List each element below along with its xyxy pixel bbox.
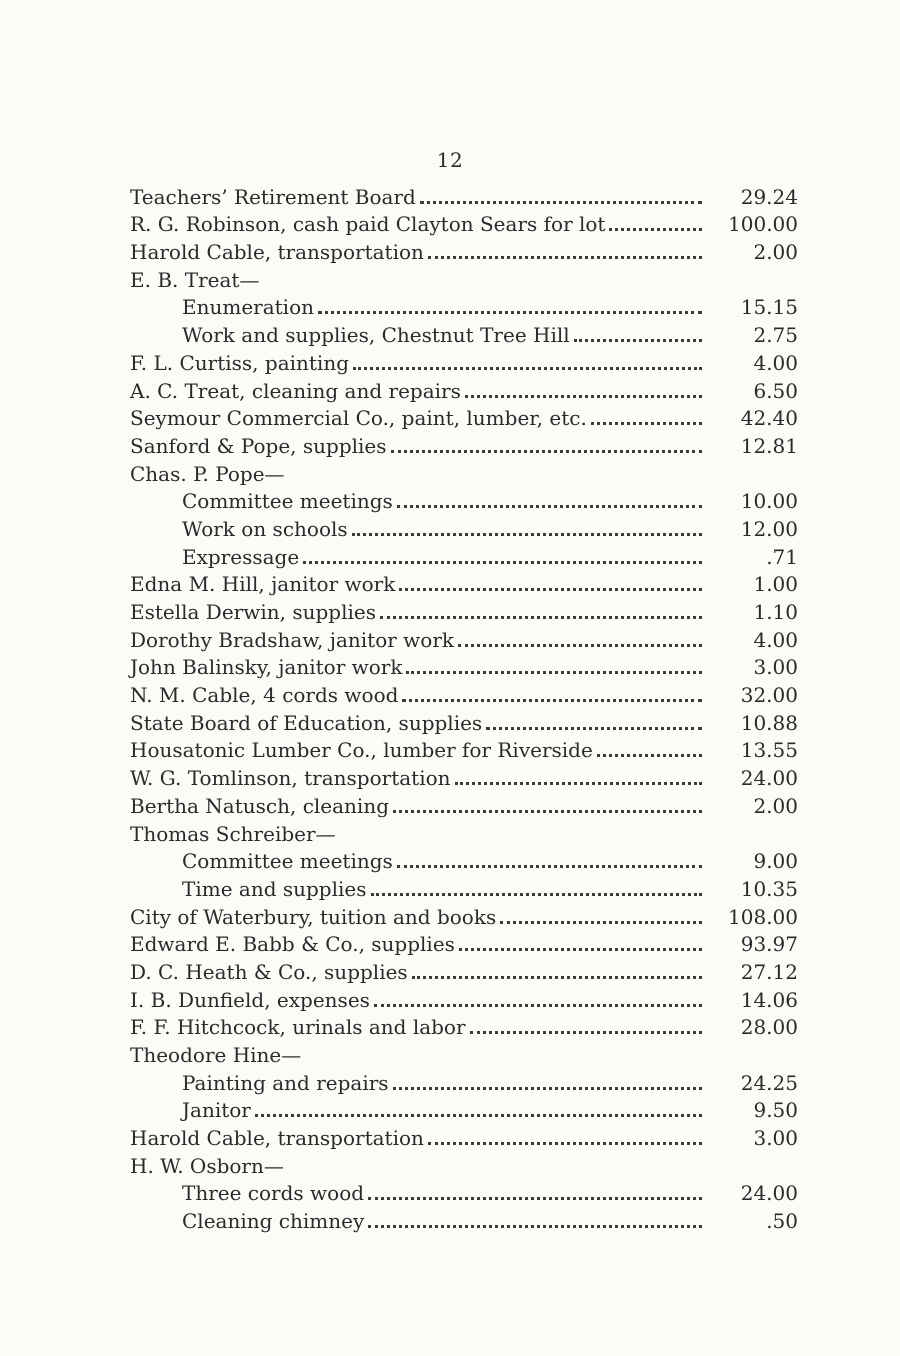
- dot-leader: [368, 1197, 702, 1200]
- ledger-entry: [130, 293, 798, 321]
- entry-label: Enumeration: [182, 295, 315, 320]
- entry-amount: 3.00: [753, 1126, 798, 1151]
- entry-label: John Balinsky, janitor work: [130, 655, 403, 680]
- ledger-entry: [130, 791, 798, 819]
- entry-amount: 1.00: [753, 572, 798, 597]
- ledger-entry: [130, 1123, 798, 1151]
- dot-leader: [609, 228, 702, 231]
- page-number: 12: [436, 148, 464, 172]
- dot-leader: [591, 422, 702, 425]
- dot-leader: [465, 395, 702, 398]
- entry-label: Expressage: [182, 544, 300, 569]
- dot-leader: [455, 782, 702, 785]
- dot-leader: [397, 505, 702, 508]
- ledger-entry: [130, 1179, 798, 1207]
- entry-amount: 3.00: [753, 655, 798, 680]
- entry-label: Teachers’ Retirement Board: [130, 184, 416, 209]
- entry-amount: .50: [766, 1209, 798, 1234]
- entry-label: R. G. Robinson, cash paid Clayton Sears for lot: [130, 212, 606, 237]
- ledger-entry: [130, 1013, 798, 1041]
- entry-amount: 27.12: [740, 959, 798, 984]
- entry-amount: 28.00: [740, 1015, 798, 1040]
- entry-amount: 15.15: [740, 295, 798, 320]
- dot-leader: [399, 588, 702, 591]
- dot-leader: [458, 644, 702, 647]
- ledger-entry: [130, 376, 798, 404]
- dot-leader: [406, 671, 702, 674]
- dot-leader: [368, 1225, 702, 1228]
- entry-label: Housatonic Lumber Co., lumber for Riverside: [130, 738, 593, 763]
- dot-leader: [412, 976, 702, 979]
- entry-amount: 24.25: [740, 1070, 798, 1095]
- entry-label: Sanford & Pope, supplies: [130, 433, 387, 458]
- entry-amount: 6.50: [753, 378, 798, 403]
- ledger-entry: [130, 625, 798, 653]
- dot-leader: [303, 561, 702, 564]
- ledger-group-header: [130, 1151, 798, 1179]
- ledger-entry: [130, 653, 798, 681]
- entry-amount: 24.00: [740, 766, 798, 791]
- dot-leader: [371, 893, 702, 896]
- entry-amount: 108.00: [728, 904, 798, 929]
- entry-label: Janitor: [182, 1098, 251, 1123]
- ledger-entry: [130, 431, 798, 459]
- entry-label: Estella Derwin, supplies: [130, 600, 376, 624]
- ledger-entry: [130, 708, 798, 736]
- entry-amount: 100.00: [728, 212, 798, 237]
- dot-leader: [353, 367, 702, 370]
- entry-label: I. B. Dunfield, expenses: [130, 987, 370, 1012]
- dot-leader: [393, 1087, 702, 1090]
- ledger-entry: [130, 320, 798, 348]
- dot-leader: [318, 311, 702, 314]
- entry-amount: 4.00: [753, 350, 798, 375]
- ledger-entry: [130, 847, 798, 875]
- entry-label: Harold Cable, transportation: [130, 240, 424, 265]
- ledger-group-header: [130, 459, 798, 487]
- entry-label: Time and supplies: [182, 876, 367, 901]
- entry-label: E. B. Treat—: [130, 267, 260, 292]
- ledger-entry: [130, 514, 798, 542]
- entry-label: Edward E. Babb & Co., supplies: [130, 932, 455, 957]
- ledger-entry: [130, 1068, 798, 1096]
- dot-leader: [597, 754, 702, 757]
- entry-amount: 24.00: [740, 1181, 798, 1206]
- entry-label: Cleaning chimney: [182, 1209, 365, 1234]
- entry-label: Work and supplies, Chestnut Tree Hill: [182, 323, 570, 348]
- ledger-entry: [130, 348, 798, 376]
- entry-amount: 13.55: [740, 738, 798, 763]
- entry-label: Painting and repairs: [182, 1070, 389, 1095]
- dot-leader: [393, 810, 702, 813]
- dot-leader: [500, 921, 702, 924]
- dot-leader: [255, 1114, 702, 1117]
- entry-amount: 42.40: [740, 406, 798, 431]
- ledger-group-header: [130, 819, 798, 847]
- entry-label: Harold Cable, transportation: [130, 1126, 424, 1151]
- ledger-entry: [130, 1206, 798, 1234]
- ledger-entry: [130, 874, 798, 902]
- entry-label: State Board of Education, supplies: [130, 710, 483, 735]
- dot-leader: [380, 616, 702, 619]
- ledger-entry: [130, 597, 798, 625]
- expense-ledger: [130, 182, 798, 1234]
- entry-label: F. L. Curtiss, painting: [130, 350, 350, 375]
- ledger-entry: [130, 210, 798, 238]
- entry-amount: 10.88: [740, 710, 798, 735]
- entry-amount: 10.00: [740, 489, 798, 514]
- ledger-entry: [130, 902, 798, 930]
- entry-label: Edna M. Hill, janitor work: [130, 572, 396, 597]
- ledger-entry: [130, 182, 798, 210]
- entry-amount: 10.35: [740, 876, 798, 901]
- entry-label: Thomas Schreiber—: [130, 821, 336, 846]
- entry-label: City of Waterbury, tuition and books: [130, 904, 497, 929]
- ledger-entry: [130, 680, 798, 708]
- entry-amount: 12.81: [740, 433, 798, 458]
- entry-amount: 4.00: [753, 627, 798, 652]
- entry-label: Work on schools: [182, 516, 348, 541]
- entry-label: Bertha Natusch, cleaning: [130, 793, 390, 818]
- ledger-entry: [130, 570, 798, 598]
- entry-label: F. F. Hitchcock, urinals and labor: [130, 1015, 466, 1040]
- entry-amount: .71: [766, 544, 798, 569]
- entry-label: W. G. Tomlinson, transportation: [130, 766, 451, 791]
- entry-label: Seymour Commercial Co., paint, lumber, etc.: [130, 406, 587, 431]
- dot-leader: [374, 1004, 702, 1007]
- entry-amount: 14.06: [740, 987, 798, 1012]
- entry-amount: 9.00: [753, 849, 798, 874]
- entry-label: A. C. Treat, cleaning and repairs: [130, 378, 461, 403]
- entry-label: H. W. Osborn—: [130, 1153, 284, 1178]
- entry-label: Committee meetings: [182, 849, 393, 874]
- entry-label: Committee meetings: [182, 489, 393, 514]
- entry-label: Dorothy Bradshaw, janitor work: [130, 627, 455, 652]
- entry-amount: 32.00: [740, 683, 798, 708]
- ledger-entry: [130, 237, 798, 265]
- dot-leader: [397, 865, 702, 868]
- entry-label: N. M. Cable, 4 cords wood: [130, 683, 399, 708]
- ledger-group-header: [130, 1040, 798, 1068]
- entry-label: Theodore Hine—: [130, 1043, 302, 1067]
- entry-label: Three cords wood: [182, 1181, 365, 1206]
- ledger-entry: [130, 1096, 798, 1124]
- dot-leader: [486, 727, 702, 730]
- dot-leader: [352, 533, 702, 536]
- dot-leader: [402, 699, 702, 702]
- ledger-entry: [130, 763, 798, 791]
- ledger-entry: [130, 957, 798, 985]
- entry-amount: 29.24: [740, 184, 798, 209]
- entry-amount: 2.00: [753, 240, 798, 265]
- dot-leader: [428, 1142, 702, 1145]
- dot-leader: [459, 948, 702, 951]
- ledger-group-header: [130, 265, 798, 293]
- ledger-entry: [130, 736, 798, 764]
- dot-leader: [428, 256, 702, 259]
- entry-amount: 1.10: [753, 600, 798, 624]
- entry-amount: 12.00: [740, 516, 798, 541]
- dot-leader: [470, 1031, 702, 1034]
- entry-amount: 2.75: [753, 323, 798, 348]
- dot-leader: [574, 339, 702, 342]
- dot-leader: [420, 201, 702, 204]
- ledger-entry: [130, 542, 798, 570]
- entry-amount: 9.50: [753, 1098, 798, 1123]
- dot-leader: [391, 450, 702, 453]
- ledger-entry: [130, 487, 798, 515]
- entry-amount: 2.00: [753, 793, 798, 818]
- ledger-entry: [130, 404, 798, 432]
- entry-label: Chas. P. Pope—: [130, 461, 285, 486]
- entry-amount: 93.97: [740, 932, 798, 957]
- ledger-entry: [130, 930, 798, 958]
- entry-label: D. C. Heath & Co., supplies: [130, 959, 408, 984]
- ledger-entry: [130, 985, 798, 1013]
